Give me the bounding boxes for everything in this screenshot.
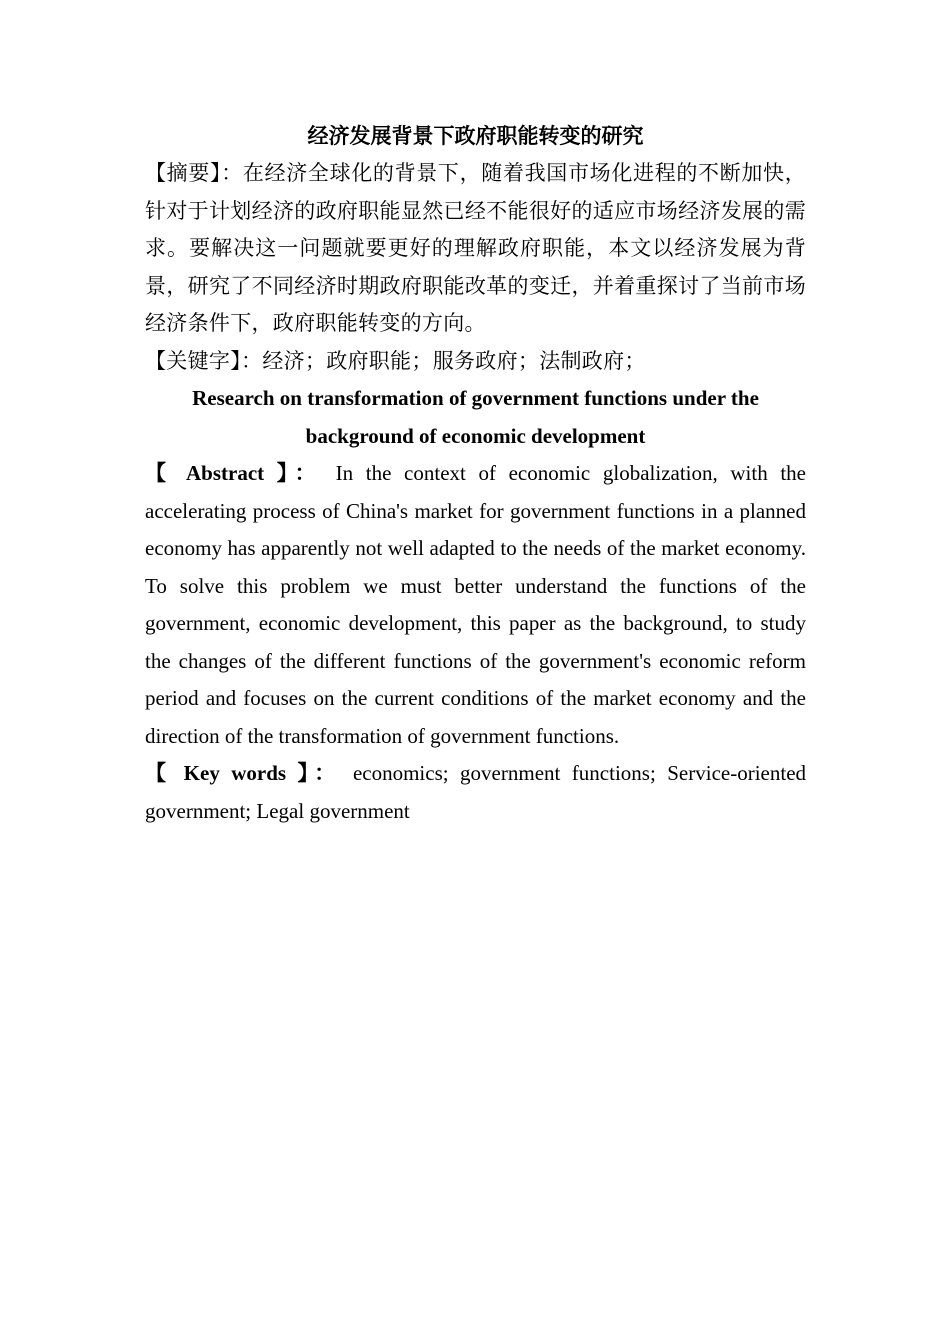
english-title: [145, 380, 806, 455]
chinese-title: 经济发展背景下政府职能转变的研究: [307, 124, 644, 148]
english-keywords-label: 【 Key words 】：: [145, 761, 342, 785]
chinese-abstract-label: 【摘要】：: [145, 161, 243, 185]
english-keywords-text: economics; government functions; Service-oriented government; Legal government: [145, 761, 807, 823]
chinese-keywords: [145, 343, 806, 381]
document-page: [145, 118, 806, 830]
chinese-abstract: [145, 155, 806, 343]
english-title-line-1: Research on transformation of government functions under the: [192, 386, 759, 410]
chinese-keywords-label: 【关键字】：: [145, 348, 263, 373]
chinese-keywords-text: 经济；政府职能；服务政府；法制政府；: [262, 348, 646, 373]
chinese-abstract-text: 在经济全球化的背景下，随着我国市场化进程的不断加快，针对于计划经济的政府职能显然已经不能很好的适应市场经济发展的需求。要解决这一问题就要更好的理解政府职能，本文以经济发展为背景，研究了不同经济时期政府职能改革的变迁，并着重探讨了当前市场经济条件下，政府职能转变的方向。: [145, 161, 806, 335]
english-abstract-label: 【 Abstract 】：: [145, 461, 324, 485]
english-title-line-2: background of economic development: [305, 423, 646, 448]
english-keywords: [145, 755, 806, 830]
english-abstract: [145, 455, 806, 755]
english-abstract-text: In the context of economic globalization, with the accelerating process of China's market for government functions in a planned economy has apparently not well adapted to the needs of the market economy. To solve this problem we must better understand the functions of the government, economic development, this paper as the background, to study the changes of the different functions of the government's economic reform period and focuses on the current conditions of the market economy and the direction of the transformation of government functions.: [145, 461, 806, 748]
